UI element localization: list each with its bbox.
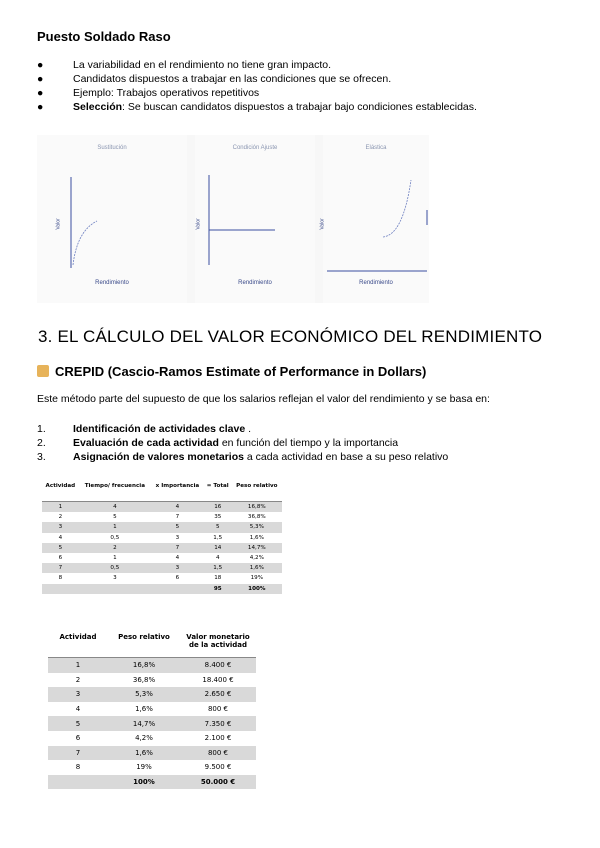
curve-chart xyxy=(323,135,429,303)
intro-paragraph: Este método parte del supuesto de que los salarios reflejan el valor del rendimiento y se basa en: xyxy=(37,393,490,405)
table-cell: 5 xyxy=(204,522,232,532)
column-header: Actividad xyxy=(48,631,108,658)
table-cell: 9.500 € xyxy=(204,763,232,772)
chart-panel-ajuste xyxy=(195,135,315,303)
chart-ylabel: Valor xyxy=(195,218,202,230)
table-cell: 16,8% xyxy=(108,658,180,673)
table-cell: 2.100 € xyxy=(204,734,232,743)
numbered-step: 1. Identificación de actividades clave . xyxy=(37,423,251,435)
table-cell: 7 xyxy=(48,746,108,761)
table-row xyxy=(48,731,256,746)
activity-weights-table xyxy=(42,481,282,594)
table-total-row xyxy=(48,775,256,790)
table-cell xyxy=(48,775,108,790)
table-cell: 1 xyxy=(42,502,79,513)
table-cell: 7.350 € xyxy=(180,716,256,731)
table-cell: 5,3% xyxy=(232,522,282,532)
chart-xlabel: Rendimiento xyxy=(238,280,272,286)
table-row xyxy=(42,543,282,553)
chart-title: Sustitución xyxy=(97,145,127,151)
table-cell: 800 € xyxy=(207,705,229,714)
column-header: Tiempo/ frecuencia xyxy=(79,481,151,502)
table-cell: 18.400 € xyxy=(202,675,234,684)
table-cell: 35 xyxy=(214,514,222,521)
table-row xyxy=(42,563,282,573)
table-cell xyxy=(151,584,204,594)
table-cell: 8.400 € xyxy=(180,658,256,673)
curve-chart xyxy=(195,135,315,303)
table-cell: 5 xyxy=(42,543,79,553)
table-cell: 14,7% xyxy=(108,716,180,731)
table-total-row xyxy=(42,584,282,594)
table-row xyxy=(48,673,256,688)
column-header: Peso relativo xyxy=(232,481,282,502)
table-header-row xyxy=(42,481,282,502)
table-cell: 1,6% xyxy=(249,534,264,541)
table-cell: 5 xyxy=(48,716,108,731)
table-cell: 1 xyxy=(48,658,108,673)
table-cell: 4 xyxy=(75,705,81,714)
column-header: Valor monetario de la actividad xyxy=(180,631,256,658)
table-cell: 14 xyxy=(204,543,232,553)
table-cell: 16 xyxy=(204,502,232,513)
table-cell: 2 xyxy=(79,543,151,553)
table-cell: 3 xyxy=(113,575,117,582)
table-cell: 4 xyxy=(58,534,63,541)
table-row xyxy=(42,522,282,532)
table-cell: 3 xyxy=(175,534,180,541)
bullet-dot: ● xyxy=(37,87,44,99)
table-cell: 7 xyxy=(175,514,180,521)
table-cell: 0,5 xyxy=(110,534,120,541)
table-cell: 19% xyxy=(250,575,264,582)
chart-title: Condición Ajuste xyxy=(232,145,278,151)
table-cell: 1 xyxy=(113,555,117,562)
table-cell: 1,5 xyxy=(204,563,232,573)
table-cell: 6 xyxy=(75,734,81,743)
column-header: Actividad xyxy=(42,481,79,502)
table-cell xyxy=(42,584,79,594)
chart-ylabel: Valor xyxy=(55,218,62,230)
chart-title: Elástica xyxy=(365,145,387,151)
monetary-value-table xyxy=(48,631,256,789)
chart-xlabel: Rendimiento xyxy=(359,280,393,286)
bullet-dot: ● xyxy=(37,59,44,71)
table-row xyxy=(48,702,256,717)
table-row xyxy=(42,573,282,583)
table-row xyxy=(48,687,256,702)
table-cell: 5,3% xyxy=(108,687,180,702)
table-cell: 4,2% xyxy=(135,734,153,743)
column-header: = Total xyxy=(204,481,232,502)
table-row xyxy=(48,746,256,761)
table-header-row xyxy=(48,631,256,658)
table-cell: 19% xyxy=(136,763,152,772)
table-cell: 1,6% xyxy=(135,705,153,714)
table-cell: 95 xyxy=(204,584,232,594)
table-cell: 4 xyxy=(79,502,151,513)
bullet-dot: ● xyxy=(37,101,44,113)
section-heading: Puesto Soldado Raso xyxy=(37,29,171,44)
table-cell: 4 xyxy=(151,502,204,513)
table-cell: 8 xyxy=(75,763,81,772)
chart-xlabel: Rendimiento xyxy=(95,280,129,286)
table-cell: 100% xyxy=(108,775,180,790)
table-row xyxy=(42,533,282,543)
crepid-heading: CREPID (Cascio-Ramos Estimate of Performance in Dollars) xyxy=(37,364,426,379)
main-heading: 3. EL CÁLCULO DEL VALOR ECONÓMICO DEL RENDIMIENTO xyxy=(38,327,543,346)
chart-panel-elastica xyxy=(319,135,429,303)
table-cell: 5 xyxy=(151,522,204,532)
table-cell: 6 xyxy=(58,555,63,562)
table-row xyxy=(42,553,282,563)
table-cell: 2.650 € xyxy=(180,687,256,702)
table-cell: 14,7% xyxy=(232,543,282,553)
table-row xyxy=(48,658,256,673)
column-header: Peso relativo xyxy=(108,631,180,658)
table-cell: 36,8% xyxy=(247,514,266,521)
table-row xyxy=(48,760,256,775)
column-header: x Importancia xyxy=(151,481,204,502)
table-cell: 18 xyxy=(214,575,222,582)
table-cell: 7 xyxy=(42,563,79,573)
table-cell: 4 xyxy=(215,555,220,562)
table-row xyxy=(42,512,282,522)
table-cell: 1,5 xyxy=(213,534,223,541)
chart-ylabel: Valor xyxy=(319,218,326,230)
table-cell: 36,8% xyxy=(132,675,156,684)
table-cell: 1,6% xyxy=(232,563,282,573)
table-cell xyxy=(79,584,151,594)
table-cell: 3 xyxy=(42,522,79,532)
table-cell: 5 xyxy=(113,514,117,521)
table-cell: 50.000 € xyxy=(180,775,256,790)
table-cell: 7 xyxy=(151,543,204,553)
curves-figure xyxy=(37,135,429,303)
table-cell: 100% xyxy=(232,584,282,594)
table-cell: 1,6% xyxy=(108,746,180,761)
chart-panel-sustitucion xyxy=(37,135,187,303)
graduate-icon xyxy=(37,365,49,377)
table-row xyxy=(42,502,282,513)
numbered-step: 2. Evaluación de cada actividad en función del tiempo y la importancia xyxy=(37,437,399,449)
table-cell: 3 xyxy=(151,563,204,573)
table-cell: 6 xyxy=(175,575,180,582)
table-cell: 2 xyxy=(58,514,63,521)
numbered-step: 3. Asignación de valores monetarios a cada actividad en base a su peso relativo xyxy=(37,451,449,463)
table-cell: 4,2% xyxy=(249,555,264,562)
table-cell: 2 xyxy=(75,675,81,684)
table-cell: 3 xyxy=(48,687,108,702)
table-cell: 800 € xyxy=(180,746,256,761)
table-cell: 8 xyxy=(58,575,63,582)
table-cell: 4 xyxy=(175,555,180,562)
bullet-dot: ● xyxy=(37,73,44,85)
table-row xyxy=(48,716,256,731)
table-cell: 0,5 xyxy=(79,563,151,573)
table-cell: 16,8% xyxy=(232,502,282,513)
table-cell: 1 xyxy=(79,522,151,532)
